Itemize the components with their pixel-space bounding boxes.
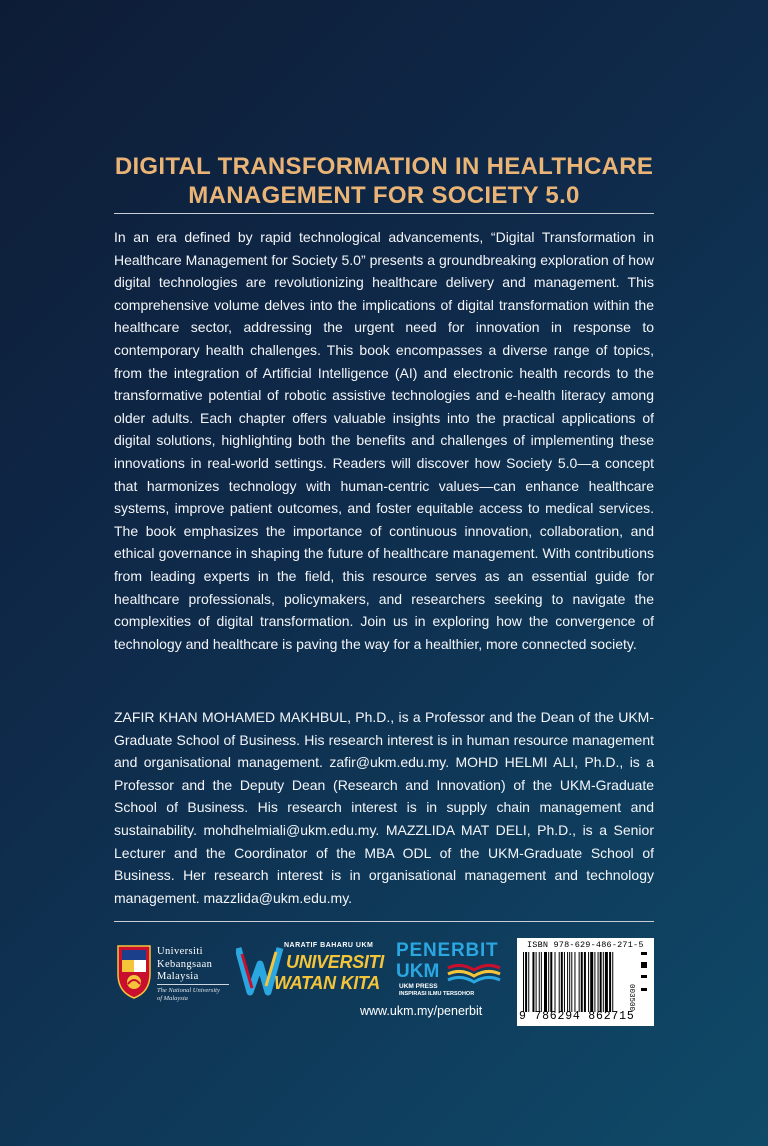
ukm-name — [157, 946, 212, 984]
open-book-icon — [446, 962, 502, 988]
authors-bio: ZAFIR KHAN MOHAMED MAKHBUL, Ph.D., is a Professor and the Dean of the UKM-Graduate School of Business. His research interest is in human resource management and organisational management. zafir@ukm.edu.my. MOHD HELMI ALI, Ph.D., is a Professor and the Deputy Dean (Research and Innovation) of the UKM-Graduate School of Business. His research interest is in supply chain management and sustainability. mohdhelmiali@ukm.edu.my. MAZZLIDA MAT DELI, Ph.D., is a Senior Lecturer and the Coordinator of the MBA ODL of the UKM-Graduate School of Business. Her research interest is in organisational management and technology management. mazzlida@ukm.edu.my. — [114, 709, 654, 906]
barcode-bar — [561, 952, 563, 1012]
barcode-bar — [544, 952, 547, 1012]
barcode-bar — [532, 952, 534, 1012]
penerbit-ukm: UKM — [396, 961, 440, 982]
uwk-line-2: WATAN KITA — [274, 973, 380, 993]
barcode-bars — [523, 952, 641, 1012]
ukm-tagline-line-1: The National University — [157, 987, 220, 994]
penerbit-slogan: INSPIRASI ILMU TERSOHOR — [399, 991, 475, 997]
barcode-bar — [581, 952, 583, 1012]
isbn-number: ISBN 978-629-486-271-5 — [527, 940, 644, 950]
barcode-bar — [574, 952, 575, 1012]
barcode-bar — [555, 952, 556, 1012]
bottom-divider — [114, 921, 654, 922]
barcode-bar — [559, 952, 560, 1012]
barcode-bar — [590, 952, 593, 1012]
uwk-line-1: UNIVERSITI — [286, 952, 385, 972]
title-line-1: DIGITAL TRANSFORMATION IN HEALTHCARE — [114, 153, 654, 180]
addon-bar — [641, 975, 647, 978]
universiti-watan-kita-logo — [236, 942, 386, 1002]
barcode-bar — [594, 952, 595, 1012]
barcode-bar — [528, 952, 529, 1012]
logo-strip — [114, 936, 654, 1036]
ukm-name-line-2: Kebangsaan — [157, 958, 213, 970]
book-title — [114, 152, 654, 210]
addon-bar — [641, 988, 647, 991]
barcode-bar — [612, 952, 613, 1012]
penerbit-title: PENERBIT — [396, 940, 499, 961]
barcode-bar — [584, 952, 586, 1012]
barcode-bar — [579, 952, 580, 1012]
barcode-bar — [564, 952, 565, 1012]
barcode-bar — [609, 952, 611, 1012]
top-divider — [114, 213, 654, 214]
barcode-bar — [548, 952, 549, 1012]
barcode-bar — [603, 952, 604, 1012]
book-description: In an era defined by rapid technological advancements, “Digital Transformation in Healthcare Management for Society 5.0” presents a groundbreaking exploration of how digital technologies are revolutionizing healthcare delivery and management. This comprehensive volume delves into the implications of digital transformation within the healthcare sector, addressing the urgent need for innovation in response to contemporary health challenges. This book encompasses a diverse range of topics, from the integration of Artificial Intelligence (AI) and electronic health records to the transformative potential of robotic assistive technologies and e-health literacy among older adults. Each chapter offers valuable insights into the practical applications of digital solutions, highlighting both the benefits and challenges of implementing these innovations in real-world settings. Readers will discover how Society 5.0—a concept that harmonizes technology with human-centric values—can enhance healthcare systems, improve patient outcomes, and foster equitable access to medical services. The book emphasizes the importance of continuous innovation, collaboration, and ethical governance in shaping the future of healthcare management. With contributions from leading experts in the field, this resource serves as an essential guide for healthcare professionals, policymakers, and researchers seeking to navigate the complexities of digital transformation. Join us in exploring how the convergence of technology and healthcare is paving the way for a healthier, more connected society. — [114, 229, 654, 652]
barcode-bar — [536, 952, 537, 1012]
barcode-bar — [600, 952, 602, 1012]
naratif-label: NARATIF BAHARU UKM — [284, 942, 374, 949]
addon-bar — [641, 962, 647, 968]
barcode-addon-bars — [641, 952, 653, 1012]
penerbit-press: UKM PRESS — [399, 983, 438, 990]
ukm-crest-icon — [114, 944, 154, 1000]
ukm-tagline-line-2: of Malaysia — [157, 994, 188, 1002]
barcode-bar — [571, 952, 572, 1012]
barcode-bar — [523, 952, 524, 1012]
barcode-bar — [550, 952, 552, 1012]
barcode-bar — [525, 952, 527, 1012]
publisher-website: www.ukm.my/penerbit — [360, 1004, 483, 1018]
title-block — [114, 152, 654, 210]
barcode-bar — [567, 952, 568, 1012]
addon-bar — [641, 952, 647, 955]
barcode-digits: 9 786294 862715 — [519, 1010, 635, 1023]
ukm-name-line-3: Malaysia — [157, 971, 199, 982]
ukm-tagline — [157, 984, 229, 1002]
barcode-bar — [569, 952, 570, 1012]
barcode-bar — [605, 952, 608, 1012]
isbn-barcode — [517, 938, 654, 1026]
penerbit-ukm-logo — [396, 940, 506, 1002]
barcode-bar — [539, 952, 540, 1012]
barcode-bar — [598, 952, 599, 1012]
barcode-bar — [588, 952, 589, 1012]
ukm-logo — [114, 944, 232, 1002]
ukm-name-line-1: Universiti — [157, 946, 203, 957]
title-line-2: MANAGEMENT FOR SOCIETY 5.0 — [188, 182, 580, 209]
barcode-bar — [541, 952, 542, 1012]
barcode-addon: 003500 — [627, 984, 635, 1012]
